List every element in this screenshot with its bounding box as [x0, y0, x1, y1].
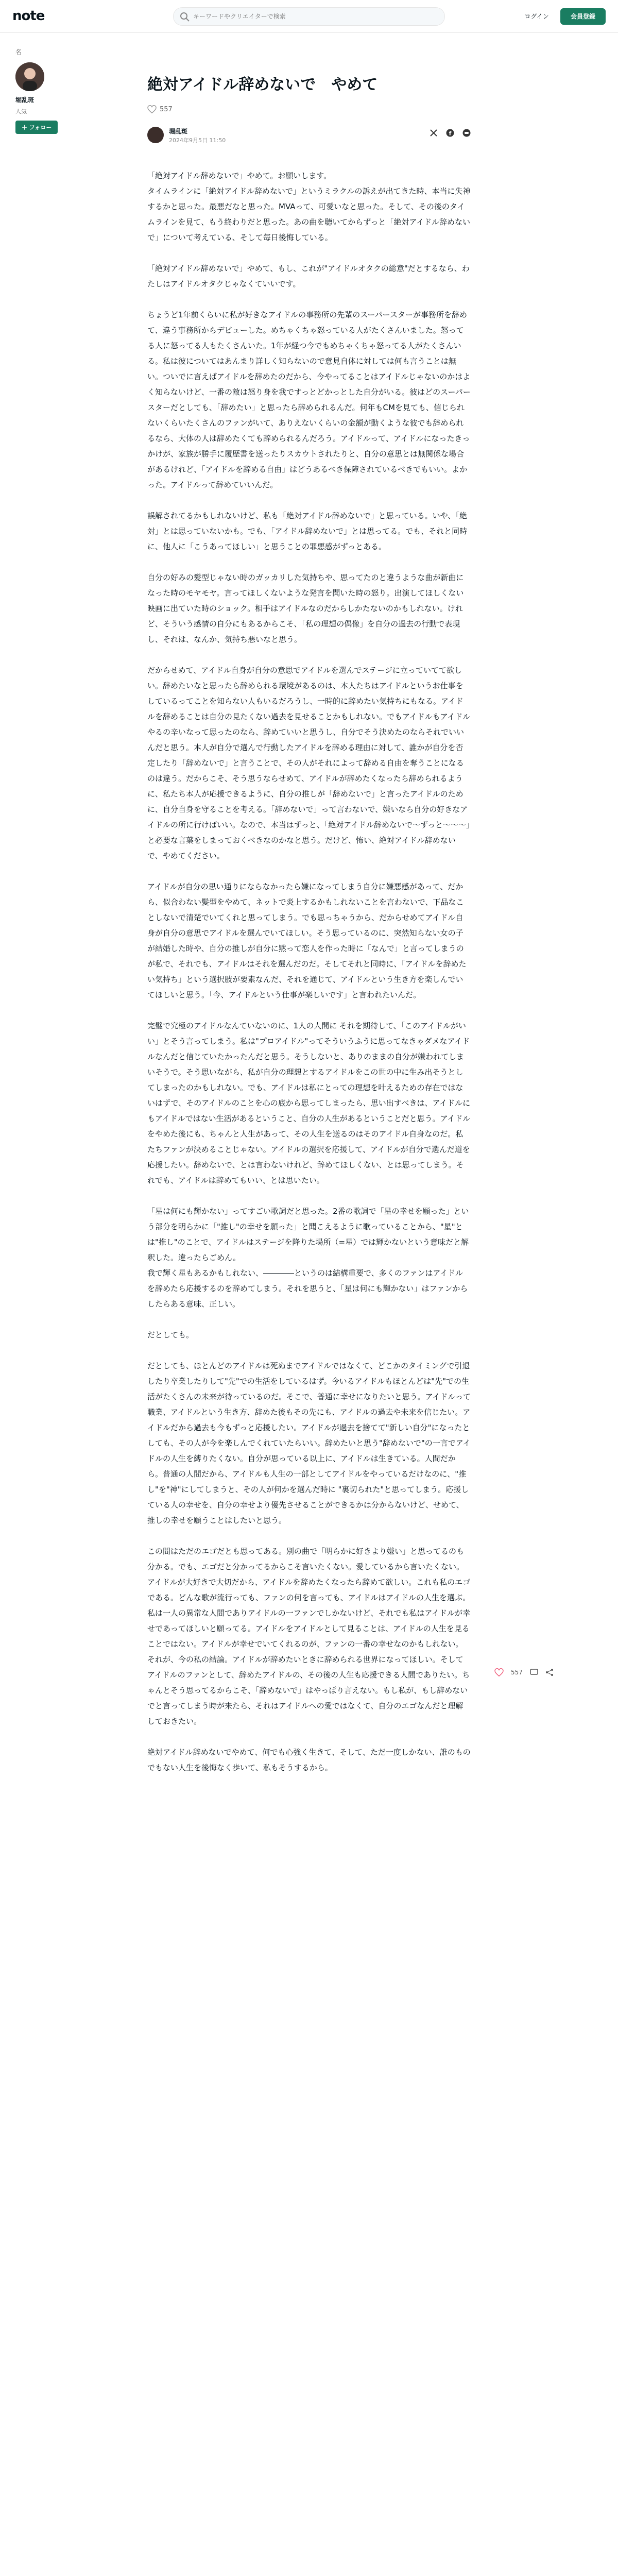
follow-button[interactable]	[15, 121, 58, 134]
article-title: 絶対アイドル辞めないで やめて	[147, 76, 378, 94]
like-count: 557	[160, 105, 173, 113]
heart-icon	[147, 105, 157, 113]
search-input[interactable]	[193, 8, 440, 25]
share-buttons	[430, 129, 471, 137]
creator-name[interactable]: 堀乱斑	[15, 96, 35, 104]
comment-icon[interactable]	[530, 1668, 538, 1676]
paragraph: アイドルが自分の思い通りにならなかったら嫌になってしまう自分に嫌悪感があって、だから、似合わない髪型をやめて、ネットで炎上するかもしれないことを言わないで、下品なことしないで清楚でいてくれと思ってしまう。でも思っちゃうから、だからせめてアイドル自身が自分の意思でアイドルを選んでいてほしい。そう思っているのに、突然知らない女の子が結婚した時や、自分の推しが自分に黙って恋人を作った時に「なんで」と言ってしまうのが私で、それでも、アイドルはそれを選んだのだ。そしてそれと同時に、「アイドルを辞めたい気持ち」という選択肢が要素なんだ、それを通じて、アイドルという生き方を楽しんでいてほしいと思う。「今、アイドルという仕事が楽しいです」と言われたいんだ。	[147, 882, 467, 999]
paragraph: 「絶対アイドル辞めないで」やめて、もし、これが"アイドルオタクの総意"だとするなら、わたしはアイドルオタクじゃなくていいです。	[147, 264, 470, 289]
creator-sidebar	[15, 47, 72, 134]
paragraph: ちょうど1年前くらいに私が好きなアイドルの事務所の先輩のスーパースターが事務所を辞めて、違う事務所からデビューした。めちゃくちゃ怒っている人がたくさんいました。怒ってる人に怒ってる人もたくさんいた。1年が経つ今でもめちゃくちゃ怒ってる人がたくさんいる。私は彼についてはあんまり詳しく知らないので意見自体に対しては何も言うことは無い。ついでに言えばアイドルを辞めたのだから、今やってることはアイドルじゃないのかはよく知らないけど、一番の敵は怒り身を我ですっとどかっとした自分がいる。彼はどのスーパースターだとしても、「辞めたい」と思ったら辞められるんだ。何年もCMを見ても、信じられないくらいたくさんのファンがいて、ありえないくらいの金額が動くような彼でも辞められるなら、大体の人は辞めたくても辞められるんだろう。アイドルって、アイドルになったきっかけが、家族が勝手に履歴書を送ったりスカウトされたりと、自分の意思とは無関係な場合があるけれど、「アイドルを辞める自由」はどうあるべき保障されているべきでもいい。よかった。アイドルって辞めていいんだ。	[147, 310, 471, 489]
author-row	[147, 125, 471, 147]
paragraph: だとしても、ほとんどのアイドルは死ぬまでアイドルではなくて、どこかのタイミングで引退したり卒業したりして"先"での生活をしているはず。今いるアイドルもほとんどは"先"での生活がたくさんの未来が待っているのだ。そこで、普通に幸せになりたいと思う。アイドルって職業、アイドルという生き方、辞めた後もその先にも、アイドルの過去や未来を信じたい。アイドルだから過去も今もずっと応援したい。アイドルが過去を捨てて"新しい自分"になったとしても、その人が今を楽しんでくれていたらいい。辞めたいと思う"辞めないで"の一言でアイドルの人生を縛りたくない。自分が思っている以上に、アイドルは生きている。人間だから。普通の人間だから、アイドルも人生の一部としてアイドルをやっているだけなのに、"推し"を"神"にしてしまうと、その人が何かを選んだ時に "裏切られた"と思ってしまう。応援している人の幸せを、自分の幸せより優先させることができるかは分からないけど、せめて、推しの幸せを願うことはしたいと思う。	[147, 1361, 471, 1525]
creator-sub: 人気	[15, 108, 27, 115]
heart-icon[interactable]	[494, 1668, 504, 1676]
logo[interactable]: note	[12, 8, 45, 24]
search-box[interactable]	[173, 7, 445, 26]
paragraph: 絶対アイドル辞めないでやめて、何でも心強く生きて、そして、ただ一度しかない、誰のものでもない人生を後悔なく歩いて、私もそうするから。	[147, 1748, 471, 1772]
author-avatar[interactable]	[147, 127, 164, 143]
share-icon[interactable]	[545, 1668, 554, 1676]
paragraph: 「絶対アイドル辞めないで」やめて。お願いします。 タイムラインに「絶対アイドル辞めないで」というミラクルの訴えが出てきた時、本当に失神するかと思った。最悪だなと思った。MVAって、可愛いなと思った。そして、その後のタイムラインを見て、もう終わりだと思った。あの曲を聴いてからずっと「絶対アイドル辞めないで」について考えている、そして毎日後悔している。	[147, 171, 471, 242]
floating-like-count: 557	[511, 1669, 523, 1676]
article	[147, 74, 471, 1791]
floating-actions	[494, 1668, 554, 1676]
signup-button[interactable]: 会員登録	[560, 8, 606, 25]
paragraph: 「星は何にも輝かない」ってすごい歌詞だと思った。2番の歌詞で「星の幸せを願った」という部分を明らかに「"推し"の幸せを願った」と聞こえるように歌っていることから、"星"とは"推し"のことで、アイドルはステージを降りた場所（=星）では輝かないという意味だと解釈した。違ったらごめん。 我で輝く星もあるかもしれない、――――というのは結構重要で、多くのファンはアイドルを辞めたら応援するのを辞めてしまう。それを思うと、「星は何にも輝かない」はファンからしたらある意味、正しい。	[147, 1207, 469, 1309]
author-name[interactable]: 堀乱斑	[169, 128, 188, 135]
header	[0, 0, 618, 33]
paragraph: だとしても。	[147, 1330, 194, 1340]
paragraph: 誤解されてるかもしれないけど、私も「絶対アイドル辞めないで」と思っている。いや、「絶対」とは思っていないかも。でも、「アイドル辞めないで」とは思ってる。でも、それと同時に、他人に「こうあってほしい」と思うことの罪悪感がずっとある。	[147, 511, 468, 551]
line-icon[interactable]	[462, 129, 471, 137]
paragraph: この間はただのエゴだとも思ってある。別の曲で「明らかに好きより嫌い」と思ってるのも分かる。でも、エゴだと分かってるからこそ言いたくない。愛しているから言いたくない。アイドルが大好きで大切だから、アイドルを辞めたくなったら辞めて欲しい。これも私のエゴである。どんな歌が流行っても、ファンの何を言っても、アイドルはアイドルの人生を選ぶ。私は一人の異常な人間でありアイドルの一ファンでしかないけど、それでも私はアイドルが幸せであってほしいと願ってる。アイドルをアイドルとして見ることは、アイドルの人生を見ることではない。アイドルが幸せでいてくれるのが、ファンの一番の幸せなのかもしれない。それが、今の私の結論。アイドルが辞めたいときに辞められる世界になってほしい。そしてアイドルのファンとして、辞めたアイドルの、その後の人生も応援できる人間でありたい。ちゃんとそう思ってるからこそ、「辞めないで」はやっぱり言えない。もし私が、もし辞めないでと言ってしまう時が来たら、それはアイドルへの愛ではなくて、自分のエゴなんだと理解しておきたい。	[147, 1547, 471, 1726]
follow-label: フォロー	[29, 124, 52, 131]
like-summary[interactable]	[147, 105, 471, 113]
publish-date: 2024年9月5日 11:50	[169, 137, 226, 144]
svg-text:f: f	[449, 130, 452, 137]
creator-handle: 名	[15, 48, 22, 56]
person-plus-icon: ＋	[22, 124, 27, 131]
avatar-image	[15, 62, 44, 91]
paragraph: だからせめて、アイドル自身が自分の意思でアイドルを選んでステージに立っていてて欲しい。辞めたいなと思ったら辞められる環境があるのは、本人たちはアイドルというお仕事をしているってことを知らない人もいるだろうし、一時的に辞めたい気持ちにもなる。アイドルを辞めることは自分の見たくない過去を見せることかもしれない。でもアイドルもアイドルやるの辛いなって思ったのなら、辞めていいと思うし、自分でそう決めたのならそれでいいんだと思う。本人が自分で選んで行動したアイドルを辞める理由に対して、誰かが自分を否定したり「辞めないで」と言うことで、その人がそれによって辞める自由を奪うことになるのは違う。だからこそ、そう思うならせめて、アイドルが辞めたくなったら辞められるように、私たち本人が応援できるように、自分の推しが「辞めないで」と言ったアイドルのために、自分自身を守ることを考える。「辞めないで」って言わないで、嫌いなら自分の好きなアイドルの所に行けばいい。なので、本当はずっと、「絶対アイドル辞めないで〜ずっと〜〜〜」と必要な言葉をしまっておくべきなのかなと思う。だけど、怖い、絶対アイドル辞めないで、やめてください。	[147, 666, 471, 860]
login-button[interactable]: ログイン	[524, 13, 549, 20]
paragraph: 完璧で究極のアイドルなんていないのに、1人の人間に それを期待して、「このアイドルがいい」とそう言ってしまう。私は"プロアイドル"ってそういうふうに思ってなきゃダメなアイドルなんだと信じていたかったんだと思う。そうしないと、ありのままの自分が嫌われてしまいそうで。そう思いながら、私が自分の理想とするアイドルをこの世の中に生み出そうとしてしまったのかもしれない。でも、アイドルは私にとっての理想を叶えるための存在ではないはずで、そのアイドルのことを心の底から思ってしまったら、思い出すべきは、アイドルにもアイドルではない生活があるということ、自分の人生があるということだと思う。アイドルをやめた後にも、ちゃんと人生があって、その人生を送るのはそのアイドル自身なのだ。私たちファンが決めることじゃない。アイドルの選択を応援して、アイドルが自分で選んだ道を応援したい。辞めないで、とは言わないけれど、辞めてほしくない、とは思ってしまう。それでも、アイドルは辞めてもいい、とは思いたい。	[147, 1021, 471, 1185]
x-icon[interactable]	[430, 129, 438, 137]
facebook-icon[interactable]	[446, 129, 454, 137]
paragraph: 自分の好みの髪型じゃない時のガッカリした気持ちや、思ってたのと違うような曲が新曲になった時のモヤモヤ。言ってほしくないような発言を聞いた時の怒り。出演してほしくない映画に出ていた時のショック。相手はアイドルなのだからしかたないのかもしれない。けれど、そういう感情の自分にもあるからこそ、「私の理想の偶像」を自分の過去の行動で表現し、それは、なんか、気持ち悪いなと思う。	[147, 573, 464, 644]
avatar[interactable]	[15, 62, 44, 91]
search-icon	[180, 12, 190, 22]
article-body	[147, 168, 471, 1775]
